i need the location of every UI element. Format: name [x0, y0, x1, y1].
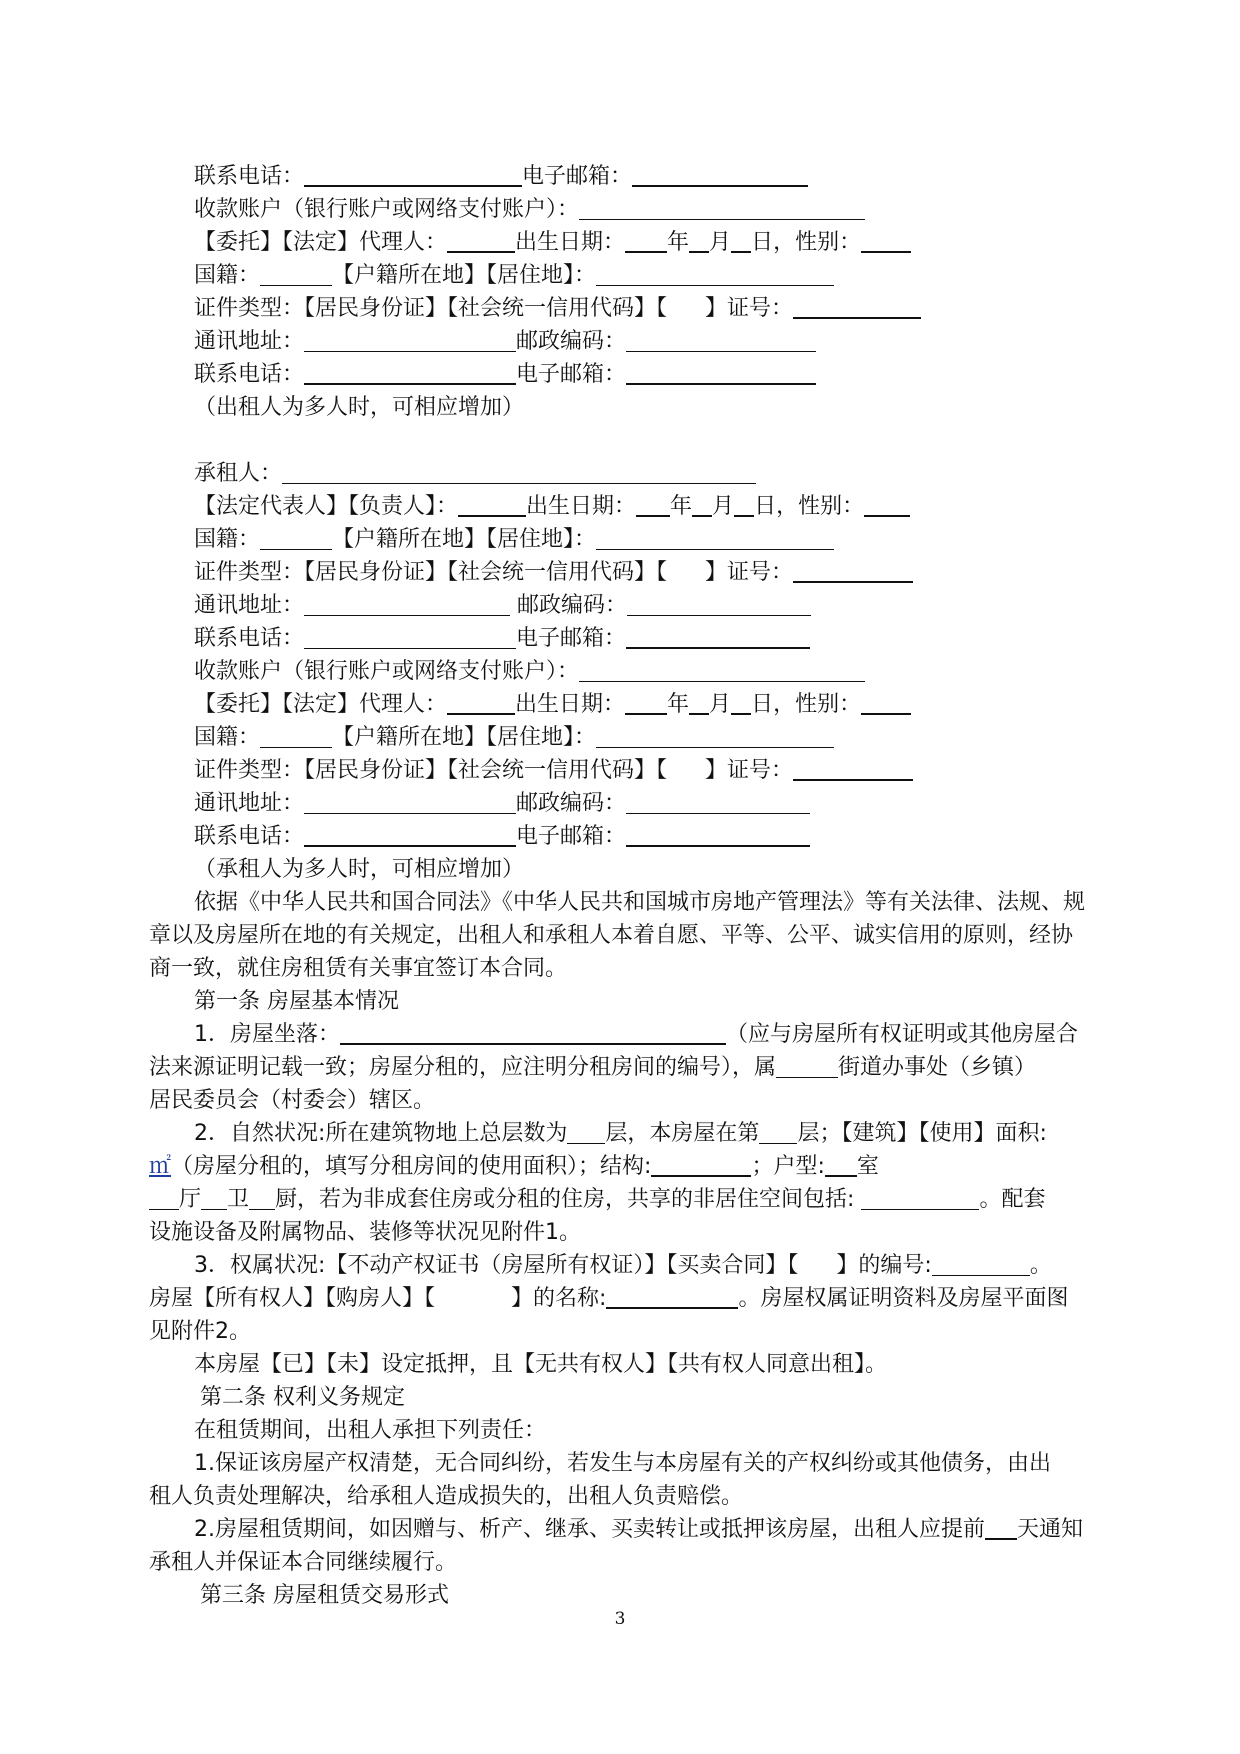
- account-blank: [579, 663, 865, 682]
- gender-blank: [864, 493, 910, 517]
- floor-blank: [759, 1125, 797, 1144]
- birth-month-blank: [692, 493, 712, 517]
- structure-blank: [651, 1153, 751, 1177]
- lessor-agent-contact-line: 联系电话： 电子邮箱：: [194, 360, 816, 390]
- duty-1-line-1: 1.保证该房屋产权清楚，无合同纠纷，若发生与本房屋有关的产权纠纷或其他债务，由出: [194, 1451, 1051, 1476]
- postcode-blank: [626, 795, 810, 814]
- birth-year-blank: [636, 493, 670, 517]
- phone-blank: [304, 823, 516, 847]
- ownership-line-3: 见附件2。: [149, 1319, 251, 1344]
- page-number: 3: [614, 1609, 626, 1629]
- article-2-heading: 第二条 权利义务规定: [200, 1385, 405, 1410]
- residence-blank: [596, 267, 834, 286]
- id-number-blank: [793, 559, 913, 583]
- email-blank: [626, 823, 810, 847]
- email-blank: [626, 361, 816, 385]
- lessee-id-line: 证件类型：【居民身份证】【社会统一信用代码】【 】证号：: [194, 558, 913, 588]
- owner-name-blank: [606, 1285, 738, 1309]
- lessor-agent-line: 【委托】【法定】代理人： 出生日期： 年 月 日，性别：: [194, 228, 911, 258]
- location-blank: [340, 1021, 726, 1045]
- duty-2-line-2: 承租人并保证本合同继续履行。: [149, 1550, 458, 1575]
- phone-blank: [304, 163, 522, 187]
- kitchen-count-blank: [249, 1191, 275, 1210]
- duty-2-line-1: 2.房屋租赁期间，如因赠与、析产、继承、买卖转让或抵押该房屋，出租人应提前 天通知: [194, 1517, 1084, 1542]
- hall-count-blank: [149, 1191, 179, 1210]
- residence-blank: [596, 531, 834, 550]
- ownership-line: 3．权属状况:【不动产权证书（房屋所有权证）】【买卖合同】【 】的编号: 。: [194, 1253, 1052, 1278]
- address-blank: [304, 333, 516, 352]
- lessor-agent-address-line: 通讯地址： 邮政编码：: [194, 327, 816, 357]
- lessee-line: 承租人：: [194, 459, 756, 489]
- account-blank: [579, 201, 865, 220]
- preamble-line-3: 商一致，就住房租赁有关事宜签订本合同。: [149, 956, 568, 981]
- mortgage-line: 本房屋【已】【未】设定抵押，且【无共有权人】【共有权人同意出租】。: [194, 1352, 888, 1377]
- certificate-number-blank: [932, 1257, 1030, 1276]
- subdistrict-blank: [776, 1059, 838, 1078]
- lessee-agent-id-line: 证件类型：【居民身份证】【社会统一信用代码】【 】证号：: [194, 756, 913, 786]
- natural-condition-line-4: 设施设备及附属物品、装修等状况见附件1。: [149, 1220, 581, 1245]
- birth-day-blank: [731, 691, 751, 715]
- nationality-blank: [260, 531, 332, 550]
- natural-condition-line-3: 厅 卫 厨，若为非成套住房或分租的住房，共享的非居住空间包括: 。配套: [149, 1185, 1045, 1215]
- address-blank: [304, 597, 510, 616]
- total-floors-blank: [567, 1125, 605, 1144]
- birth-day-blank: [731, 229, 751, 253]
- nationality-blank: [260, 267, 332, 286]
- id-number-blank: [793, 295, 921, 319]
- natural-condition-line-2: ㎡（房屋分租的，填写分租房间的使用面积）；结构: ；户型: 室: [149, 1154, 879, 1179]
- location-line-2: 法来源证明记载一致；房屋分租的，应注明分租房间的编号），属 街道办事处（乡镇）: [149, 1055, 1037, 1080]
- lessee-contact-line: 联系电话： 电子邮箱：: [194, 624, 810, 654]
- address-blank: [304, 795, 516, 814]
- shared-space-blank: [861, 1191, 979, 1210]
- birth-month-blank: [689, 229, 709, 253]
- email-blank: [626, 625, 810, 649]
- lessee-account-line: 收款账户（银行账户或网络支付账户）：: [194, 657, 865, 687]
- natural-condition-line: 2．自然状况:所在建筑物地上总层数为 层，本房屋在第 层；【建筑】【使用】面积:: [194, 1121, 1047, 1146]
- id-number-blank: [793, 757, 913, 781]
- area-unit-link[interactable]: ㎡: [149, 1154, 172, 1179]
- lessor-agent-id-line: 证件类型：【居民身份证】【社会统一信用代码】【 】证号：: [194, 294, 921, 324]
- preamble-line-1: 依据《中华人民共和国合同法》《中华人民共和国城市房地产管理法》等有关法律、法规、规: [194, 890, 1086, 915]
- ownership-line-2: 房屋【所有权人】【购房人】【 】的名称: 。房屋权属证明资料及房屋平面图: [149, 1286, 1069, 1311]
- birth-year-blank: [625, 229, 667, 253]
- lessor-account-line: 收款账户（银行账户或网络支付账户）：: [194, 195, 865, 225]
- lessee-agent-line: 【委托】【法定】代理人： 出生日期： 年 月 日，性别：: [194, 690, 911, 720]
- lessor-duties-intro: 在租赁期间，出租人承担下列责任：: [194, 1418, 547, 1443]
- lessee-name-blank: [282, 465, 756, 484]
- lessee-note: （承租人为多人时，可相应增加）: [194, 857, 525, 882]
- lessee-agent-nationality-line: 国籍： 【户籍所在地】【居住地】：: [194, 723, 834, 753]
- gender-blank: [861, 691, 911, 715]
- lessor-agent-nationality-line: 国籍： 【户籍所在地】【居住地】：: [194, 261, 834, 291]
- agent-name-blank: [447, 691, 515, 715]
- room-count-blank: [825, 1153, 857, 1177]
- postcode-blank: [627, 597, 811, 616]
- article-3-heading: 第三条 房屋租赁交易形式: [200, 1583, 449, 1608]
- bath-count-blank: [201, 1191, 227, 1210]
- email-blank: [632, 163, 808, 187]
- phone-blank: [304, 630, 516, 649]
- gender-blank: [861, 229, 911, 253]
- residence-blank: [596, 729, 834, 748]
- birth-day-blank: [734, 493, 754, 517]
- birth-month-blank: [689, 691, 709, 715]
- lessee-nationality-line: 国籍： 【户籍所在地】【居住地】：: [194, 525, 834, 555]
- location-line: 1．房屋坐落： （应与房屋所有权证明或其他房屋合: [194, 1022, 1079, 1047]
- phone-blank: [304, 361, 516, 385]
- location-line-3: 居民委员会（村委会）辖区。: [149, 1088, 436, 1113]
- lessor-note: （出租人为多人时，可相应增加）: [194, 395, 525, 420]
- lessee-agent-address-line: 通讯地址： 邮政编码：: [194, 789, 810, 819]
- preamble-line-2: 章以及房屋所在地的有关规定，出租人和承租人本着自愿、平等、公平、诚实信用的原则，经协: [149, 923, 1074, 948]
- agent-name-blank: [447, 229, 515, 253]
- lessor-contact-line: 联系电话： 电子邮箱：: [194, 162, 808, 192]
- postcode-blank: [626, 333, 816, 352]
- duty-1-line-2: 租人负责处理解决，给承租人造成损失的，出租人负责赔偿。: [149, 1484, 744, 1509]
- representative-blank: [458, 493, 526, 517]
- article-1-heading: 第一条 房屋基本情况: [194, 989, 399, 1014]
- lessee-representative-line: 【法定代表人】【负责人】： 出生日期： 年 月 日，性别：: [194, 492, 910, 522]
- lessee-address-line: 通讯地址： 邮政编码：: [194, 591, 811, 621]
- lessee-agent-contact-line: 联系电话： 电子邮箱：: [194, 822, 810, 852]
- nationality-blank: [260, 729, 332, 748]
- birth-year-blank: [625, 691, 667, 715]
- notice-days-blank: [985, 1516, 1017, 1540]
